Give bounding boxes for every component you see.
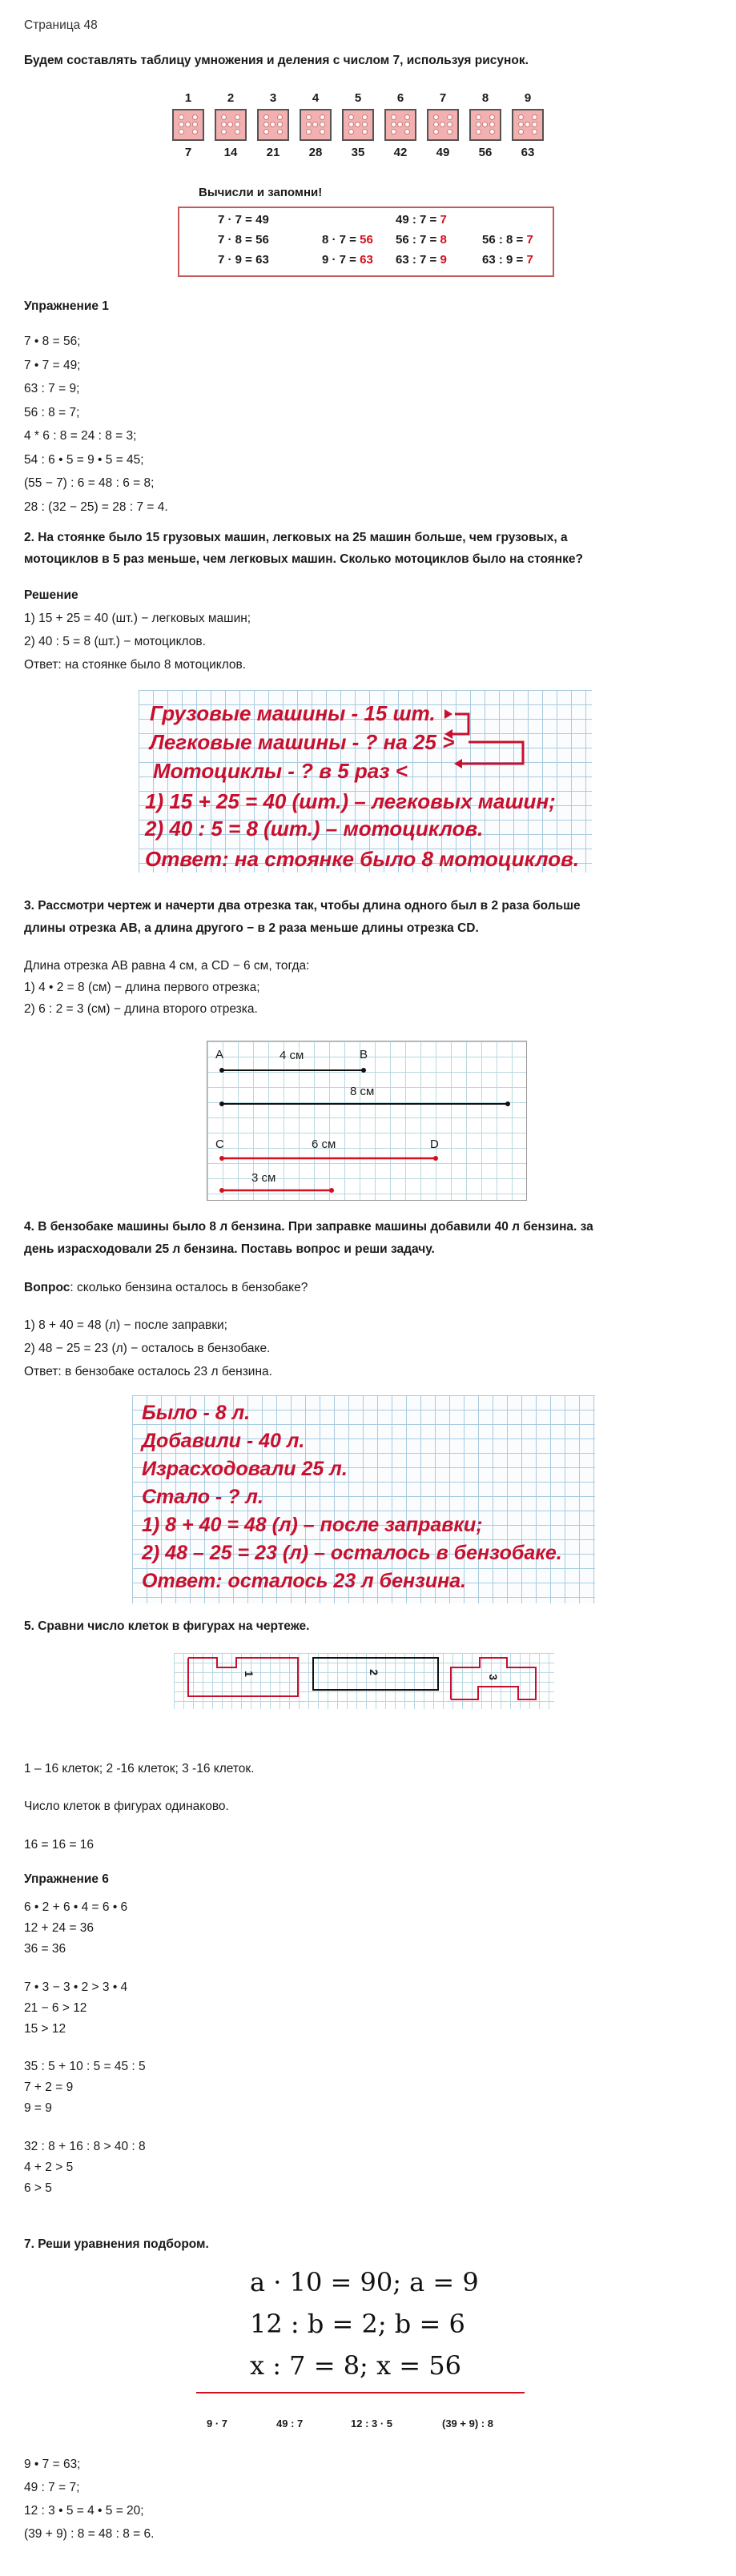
ex2-question-line2: мотоциклов в 5 раз меньше, чем легковых машин. Сколько мотоциклов было на стоянке? [24, 552, 583, 566]
ex4-handwritten-line: Стало - ? л. [142, 1486, 263, 1508]
ex1-line: 56 : 8 = 7; [24, 405, 80, 419]
dot [179, 129, 184, 134]
dot [489, 114, 495, 120]
memo-expression: 56 : 8 = [482, 233, 527, 247]
dot [440, 122, 445, 127]
ex4-handwritten-line: Израсходовали 25 л. [142, 1458, 348, 1480]
ex2-line: Ответ: на стоянке было 8 мотоциклов. [24, 658, 247, 672]
dot [270, 122, 275, 127]
dot [221, 114, 227, 120]
dot [433, 129, 439, 134]
card-bottom-number: 42 [393, 146, 408, 159]
eight-cm-label: 8 см [350, 1085, 375, 1098]
ex6-line: 21 − 6 > 12 [24, 2001, 87, 2015]
point-c-label: C [215, 1138, 224, 1151]
ex7-line: 9 • 7 = 63; [24, 2458, 81, 2471]
memo-answer: 7 [526, 233, 533, 247]
card-top-number: 6 [396, 91, 404, 105]
ex4-question-label: Вопрос [24, 1281, 70, 1294]
ex6-heading: Упражнение 6 [24, 1872, 109, 1886]
card-bottom-number: 49 [436, 146, 450, 159]
dot [192, 114, 198, 120]
formula-1: 9 · 7 [207, 2418, 228, 2430]
ex4-handwritten-line: Было - 8 л. [142, 1402, 251, 1424]
equation-3: x : 7 = 8; x = 56 [250, 2350, 461, 2381]
dot [404, 114, 410, 120]
dot [404, 129, 410, 134]
memo-expression: 49 : 7 = [396, 213, 440, 227]
ex3-drawing [207, 1041, 527, 1201]
dot [391, 122, 396, 127]
dot [476, 129, 481, 134]
dot [348, 129, 354, 134]
ex5-heading: 5. Сравни число клеток в фигурах на чертеже. [24, 1619, 310, 1633]
ex6-line: 6 • 2 + 6 • 4 = 6 • 6 [24, 1900, 128, 1914]
dot [235, 122, 240, 127]
ex1-line: 7 • 8 = 56; [24, 335, 81, 348]
dot [482, 122, 488, 127]
ex3-line: 2) 6 : 2 = 3 (см) − длина второго отрезка. [24, 1002, 258, 1016]
dot [221, 122, 227, 127]
card-top-number: 2 [227, 91, 235, 105]
dot-card [172, 109, 204, 141]
dot [277, 122, 283, 127]
ex4-handwritten-line: 1) 8 + 40 = 48 (л) – после заправки; [142, 1514, 483, 1536]
dot [489, 122, 495, 127]
ex4-question-text: : сколько бензина осталось в бензобаке? [70, 1281, 308, 1294]
dot [518, 114, 524, 120]
memo-answer: 7 [440, 213, 447, 227]
ex6-line: 15 > 12 [24, 2022, 66, 2036]
dot [532, 129, 537, 134]
dot [235, 114, 240, 120]
ex2-solution-label: Решение [24, 588, 78, 602]
ex5-line-1: 1 – 16 клеток; 2 -16 клеток; 3 -16 клеток. [24, 1762, 255, 1776]
dot [404, 122, 410, 127]
dot [518, 129, 524, 134]
figure-1-label: 1 [242, 1671, 255, 1677]
memo-answer: 49 [255, 213, 269, 227]
equation-2: 12 : b = 2; b = 6 [250, 2309, 465, 2339]
ex6-line: 32 : 8 + 16 : 8 > 40 : 8 [24, 2140, 146, 2153]
cards-figure [172, 88, 557, 164]
ex1-line: 63 : 7 = 9; [24, 382, 80, 395]
memo-expression: 7 · 8 = [218, 233, 256, 247]
dot [306, 122, 312, 127]
ex6-line: 36 = 36 [24, 1942, 66, 1956]
three-cm-label: 3 см [251, 1171, 276, 1185]
ex2-handwritten-line: Грузовые машины - 15 шт. [150, 701, 436, 725]
dot [476, 114, 481, 120]
figure-2-label: 2 [367, 1669, 380, 1675]
dot [179, 114, 184, 120]
memo-header: Вычисли и запомни! [199, 186, 323, 199]
card-bottom-number: 35 [351, 146, 365, 159]
card-bottom-number: 21 [266, 146, 280, 159]
dot-card [384, 109, 416, 141]
memo-expression: 7 · 9 = [218, 253, 256, 267]
ex2-handwritten-line: Мотоциклы - ? в 5 раз < [153, 759, 408, 783]
ex2-handwritten-line: Ответ: на стоянке было 8 мотоциклов. [145, 847, 580, 871]
dot-card [427, 109, 459, 141]
ex2-handwritten-line: Легковые машины - ? на 25 > [150, 730, 455, 754]
ex4-question-line1: 4. В бензобаке машины было 8 л бензина. При заправке машины добавили 40 л бензина. за [24, 1220, 593, 1234]
memo-expression: 9 · 7 = [322, 253, 360, 267]
point-a-label: A [215, 1048, 224, 1061]
card-bottom-number: 28 [308, 146, 323, 159]
dot [476, 122, 481, 127]
figure-3-label: 3 [486, 1674, 500, 1680]
ex4-question-line2: день израсходовали 25 л бензина. Поставь вопрос и реши задачу. [24, 1242, 435, 1256]
dot [192, 129, 198, 134]
ex3-question-line2: длины отрезка AB, а длина другого − в 2 раза меньше длины отрезка CD. [24, 921, 479, 935]
ex2-line: 2) 40 : 5 = 8 (шт.) − мотоциклов. [24, 635, 206, 648]
memo-cell [218, 253, 269, 267]
dot [320, 122, 325, 127]
ex4-line: 2) 48 − 25 = 23 (л) − осталось в бензобаке. [24, 1342, 271, 1355]
memo-cell [218, 213, 269, 227]
ex6-line: 6 > 5 [24, 2181, 52, 2195]
dot [179, 122, 184, 127]
dot [306, 114, 312, 120]
dot [227, 122, 233, 127]
card-bottom-number: 14 [223, 146, 238, 159]
ex4-line: 1) 8 + 40 = 48 (л) − после заправки; [24, 1318, 227, 1332]
dot [447, 129, 452, 134]
ex6-line: 4 + 2 > 5 [24, 2161, 74, 2174]
memo-expression: 56 : 7 = [396, 233, 440, 247]
point-d-label: D [430, 1138, 439, 1151]
intro-text: Будем составлять таблицу умножения и деления с числом 7, используя рисунок. [24, 54, 529, 67]
ex4-line: Ответ: в бензобаке осталось 23 л бензина. [24, 1365, 272, 1378]
memo-cell [396, 253, 447, 267]
dot [192, 122, 198, 127]
dot-card [300, 109, 332, 141]
card-top-number: 7 [439, 91, 447, 105]
dot [397, 122, 403, 127]
dot [355, 122, 360, 127]
dot-card [469, 109, 501, 141]
dot [532, 114, 537, 120]
ex6-line: 35 : 5 + 10 : 5 = 45 : 5 [24, 2060, 146, 2073]
card-bottom-number: 63 [521, 146, 535, 159]
memo-expression: 63 : 7 = [396, 253, 440, 267]
ex4-notebook-image [132, 1395, 595, 1603]
dot-card [257, 109, 289, 141]
memo-cell [396, 233, 447, 247]
ex7-heading: 7. Реши уравнения подбором. [24, 2237, 209, 2251]
dot [362, 122, 368, 127]
ex1-line: 4 * 6 : 8 = 24 : 8 = 3; [24, 429, 137, 443]
card-top-number: 3 [269, 91, 277, 105]
card-top-number: 1 [184, 91, 192, 105]
dot-card [342, 109, 374, 141]
ex7-line: 49 : 7 = 7; [24, 2481, 80, 2494]
memo-answer: 56 [360, 233, 373, 247]
ex6-line: 7 • 3 − 3 • 2 > 3 • 4 [24, 1980, 128, 1994]
dot [362, 129, 368, 134]
ex1-line: 28 : (32 − 25) = 28 : 7 = 4. [24, 500, 168, 514]
dot [489, 129, 495, 134]
card-top-number: 8 [481, 91, 489, 105]
formula-4: (39 + 9) : 8 [442, 2418, 493, 2430]
dot [263, 122, 269, 127]
ex2-line: 1) 15 + 25 = 40 (шт.) − легковых машин; [24, 612, 251, 625]
ex3-question-line1: 3. Рассмотри чертеж и начерти два отрезка так, чтобы длина одного был в 2 раза больше [24, 899, 581, 913]
ex7-line: 12 : 3 • 5 = 4 • 5 = 20; [24, 2504, 144, 2518]
dot [362, 114, 368, 120]
memo-answer: 63 [255, 253, 269, 267]
dot [312, 122, 318, 127]
ex2-handwritten-line: 1) 15 + 25 = 40 (шт.) – легковых машин; [145, 789, 556, 813]
dot [348, 114, 354, 120]
memo-answer: 63 [360, 253, 373, 267]
ab-length-label: 4 см [280, 1049, 304, 1062]
ex6-line: 12 + 24 = 36 [24, 1921, 95, 1935]
dot [185, 122, 191, 127]
memo-expression: 63 : 9 = [482, 253, 527, 267]
dot [306, 129, 312, 134]
memo-answer: 9 [440, 253, 447, 267]
dot [391, 114, 396, 120]
dot-card [215, 109, 247, 141]
dot [320, 114, 325, 120]
ex5-figures [174, 1653, 554, 1709]
card-top-number: 5 [354, 91, 362, 105]
ex2-handwritten-line: 2) 40 : 5 = 8 (шт.) – мотоциклов. [145, 817, 484, 841]
ex3-line: Длина отрезка АВ равна 4 см, а CD − 6 см, тогда: [24, 959, 310, 973]
formula-2: 49 : 7 [276, 2418, 304, 2430]
ex6-line: 7 + 2 = 9 [24, 2080, 74, 2094]
page-title: Страница 48 [24, 18, 98, 32]
dot-card [512, 109, 544, 141]
cd-length-label: 6 см [312, 1138, 336, 1151]
ex4-handwritten-line: Добавили - 40 л. [142, 1430, 305, 1452]
equation-1: a · 10 = 90; a = 9 [250, 2267, 479, 2297]
ex1-line: (55 − 7) : 6 = 48 : 6 = 8; [24, 476, 155, 490]
memo-cell [322, 253, 373, 267]
card-top-number: 4 [312, 91, 320, 105]
dot [518, 122, 524, 127]
dot [447, 114, 452, 120]
ex1-line: 7 • 7 = 49; [24, 358, 81, 372]
dot [263, 129, 269, 134]
memo-cell [218, 233, 269, 247]
ex6-line: 9 = 9 [24, 2101, 52, 2115]
dot [221, 129, 227, 134]
point-b-label: B [360, 1048, 368, 1061]
ex1-line: 54 : 6 • 5 = 9 • 5 = 45; [24, 452, 144, 467]
dot [525, 122, 530, 127]
dot [532, 122, 537, 127]
dot [433, 122, 439, 127]
ex7-red-line [196, 2392, 525, 2393]
memo-cell [396, 213, 447, 227]
ex2-question-line1: 2. На стоянке было 15 грузовых машин, легковых на 25 машин больше, чем грузовых, а [24, 531, 568, 544]
dot [263, 114, 269, 120]
memo-answer: 8 [440, 233, 447, 247]
card-bottom-number: 7 [184, 146, 192, 159]
memo-cell [482, 233, 533, 247]
dot [235, 129, 240, 134]
memo-cell [482, 253, 533, 267]
memo-answer: 7 [526, 253, 533, 267]
card-top-number: 9 [524, 91, 532, 105]
ex3-line: 1) 4 • 2 = 8 (см) − длина первого отрезка; [24, 981, 260, 994]
memo-expression: 7 · 7 = [218, 213, 256, 227]
dot [348, 122, 354, 127]
ex1-heading: Упражнение 1 [24, 299, 109, 313]
ex2-notebook-image [139, 690, 592, 873]
ex4-handwritten-line: 2) 48 – 25 = 23 (л) – осталось в бензобаке. [142, 1542, 562, 1564]
dot [277, 129, 283, 134]
dot [320, 129, 325, 134]
formula-3: 12 : 3 · 5 [351, 2418, 393, 2430]
dot [433, 114, 439, 120]
memo-expression: 8 · 7 = [322, 233, 360, 247]
ex4-handwritten-line: Ответ: осталось 23 л бензина. [142, 1570, 467, 1592]
card-bottom-number: 56 [478, 146, 493, 159]
dot [277, 114, 283, 120]
memo-table [178, 207, 554, 277]
dot [391, 129, 396, 134]
ex7-line: (39 + 9) : 8 = 48 : 8 = 6. [24, 2527, 155, 2541]
memo-cell [322, 233, 373, 247]
dot [447, 122, 452, 127]
ex5-line-2: Число клеток в фигурах одинаково. [24, 1800, 229, 1813]
ex4-question [24, 1281, 308, 1295]
ex5-line-3: 16 = 16 = 16 [24, 1838, 95, 1852]
memo-answer: 56 [255, 233, 269, 247]
